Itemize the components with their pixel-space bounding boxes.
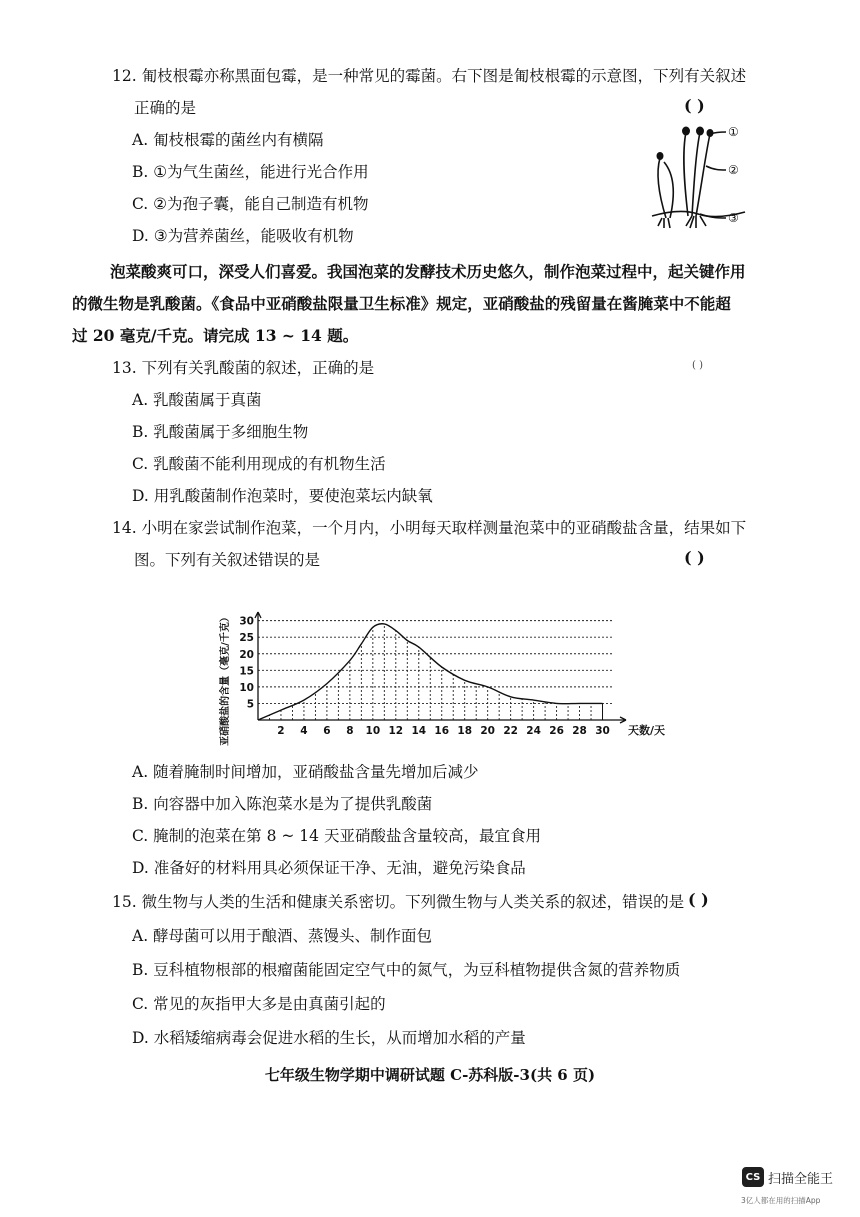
q13-stem: 13. 下列有关乳酸菌的叙述，正确的是 [112,359,375,377]
q14-option-b: B. 向容器中加入陈泡菜水是为了提供乳酸菌 [132,795,433,813]
x-tick-label-4: 4 [300,725,308,737]
x-tick-label-22: 22 [503,725,518,737]
x-tick-label-24: 24 [526,725,541,737]
sporangium-2 [682,127,690,136]
q13-option-d: D. 用乳酸菌制作泡菜时，要使泡菜坛内缺氧 [132,487,433,505]
sporangium-1 [657,152,664,160]
rhizoid-right [686,216,706,228]
figure-label-3: ③ [728,211,739,225]
q15-answer-paren: ( ) [688,890,709,909]
passage-line2: 的微生物是乳酸菌。《食品中亚硝酸盐限量卫生标准》规定，亚硝酸盐的残留量在酱腌菜中不能超 [72,294,731,313]
y-axis-label: 亚硝酸盐的含量（毫克/千克） [220,612,231,746]
x-axis-label: 天数/天 [628,724,666,737]
q13-answer-paren: ( ) [692,360,703,371]
q13-option-c: C. 乳酸菌不能利用现成的有机物生活 [132,455,386,473]
hypha-1 [658,158,666,218]
cs-logo-icon: CS [742,1167,764,1187]
passage-line1: 泡菜酸爽可口，深受人们喜爱。我国泡菜的发酵技术历史悠久，制作泡菜过程中，起关键作用 [110,262,746,281]
y-tick-label-30: 30 [239,615,254,628]
q12-option-a: A. 匍枝根霉的菌丝内有横隔 [132,131,324,149]
x-tick-label-2: 2 [277,725,285,737]
q13-option-a: A. 乳酸菌属于真菌 [132,391,262,409]
q12-answer-paren: ( ) [684,96,705,115]
sporangium-3 [696,127,704,136]
q12-option-d: D. ③为营养菌丝，能吸收有机物 [132,227,354,245]
x-tick-label-14: 14 [411,725,427,737]
q15-option-a: A. 酵母菌可以用于酿酒、蒸馒头、制作面包 [132,927,433,945]
q14-option-d: D. 准备好的材料用具必须保证干净、无油，避免污染食品 [132,859,526,877]
passage-line3: 过 20 毫克/千克。请完成 13 ~ 14 题。 [72,326,359,345]
x-tick-label-6: 6 [323,725,331,737]
scanner-app-name: 扫描全能王 [768,1171,834,1187]
q14-option-a: A. 随着腌制时间增加，亚硝酸盐含量先增加后减少 [132,763,479,781]
y-tick-label-5: 5 [246,698,254,711]
q15-stem: 15. 微生物与人类的生活和健康关系密切。下列微生物与人类关系的叙述，错误的是 [112,893,685,911]
chart-axes [255,612,626,723]
q12-stem-line1: 12. 匍枝根霉亦称黑面包霉，是一种常见的霉菌。右下图是匍枝根霉的示意图，下列有关叙述 [112,67,747,85]
x-tick-label-16: 16 [434,725,450,737]
q15-option-b: B. 豆科植物根部的根瘤菌能固定空气中的氮气，为豆科植物提供含氮的营养物质 [132,961,681,979]
x-tick-label-30: 30 [595,725,610,737]
q14-stem-line2: 图。下列有关叙述错误的是 [134,551,321,569]
chart-grid [258,621,614,720]
leader-2 [706,166,726,170]
figure-label-1: ① [728,125,739,139]
x-tick-label-10: 10 [365,725,381,737]
q12-option-c: C. ②为孢子囊，能自己制造有机物 [132,195,369,213]
nitrite-chart [214,612,666,754]
q15-option-c: C. 常见的灰指甲大多是由真菌引起的 [132,995,386,1013]
x-tick-label-20: 20 [480,725,495,737]
x-tick-label-18: 18 [457,725,473,737]
q12-option-b: B. ①为气生菌丝，能进行光合作用 [132,163,369,181]
q14-answer-paren: ( ) [684,548,705,567]
y-tick-label-25: 25 [239,632,254,645]
q14-stem-line1: 14. 小明在家尝试制作泡菜，一个月内，小明每天取样测量泡菜中的亚硝酸盐含量，结果如下 [112,519,747,537]
rhizopus-figure [650,122,745,232]
figure-label-2: ② [728,163,739,177]
q15-option-d: D. 水稻矮缩病毒会促进水稻的生长，从而增加水稻的产量 [132,1029,526,1047]
page-footer: 七年级生物学期中调研试题 C-苏科版-3(共 6 页) [264,1066,596,1084]
y-tick-label-10: 10 [239,681,254,694]
rhizoid-left [658,218,670,228]
hypha-2 [664,162,673,218]
q14-option-c: C. 腌制的泡菜在第 8 ~ 14 天亚硝酸盐含量较高，最宜食用 [132,827,541,845]
y-tick-label-15: 15 [239,665,254,678]
x-tick-label-12: 12 [388,725,404,737]
x-tick-label-28: 28 [572,725,587,737]
sporangium-4 [707,129,714,137]
scanner-watermark [742,1166,833,1188]
q13-option-b: B. 乳酸菌属于多细胞生物 [132,423,309,441]
chart-ticks [239,616,609,737]
q12-stem-line2: 正确的是 [134,99,197,117]
x-tick-label-8: 8 [346,725,354,737]
scanner-tagline: 3亿人都在用的扫描App [741,1196,821,1205]
x-tick-label-26: 26 [549,725,564,737]
hypha-3 [684,132,688,216]
y-tick-label-20: 20 [239,648,254,661]
